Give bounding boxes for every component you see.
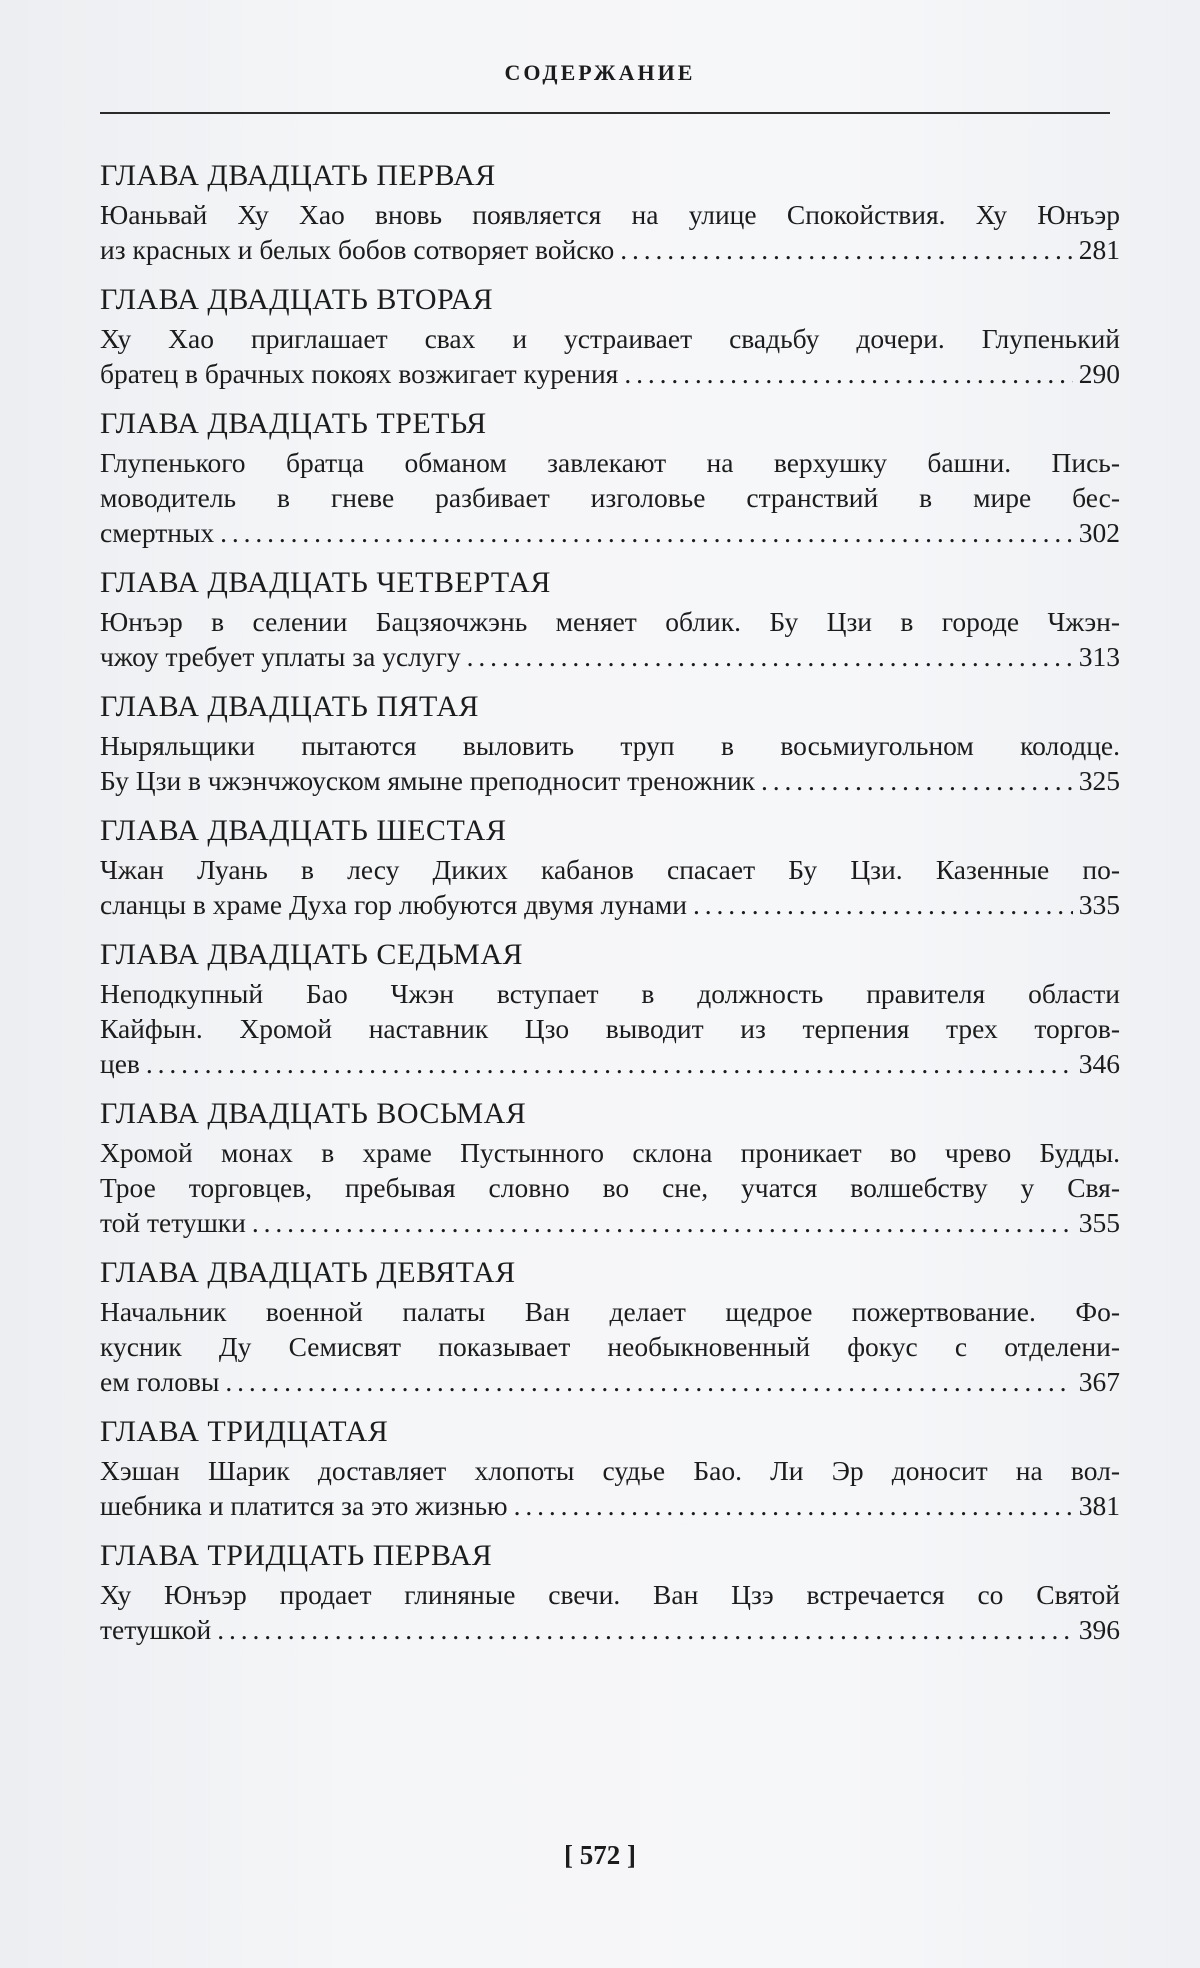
table-of-contents: [100, 155, 1120, 1659]
leader-dots: [624, 356, 1072, 391]
leader-dots: [467, 639, 1073, 674]
summary-tail-text: цев: [100, 1048, 140, 1079]
chapter-title: ГЛАВА ТРИДЦАТЬ ПЕРВАЯ: [100, 1539, 493, 1572]
chapter-title: ГЛАВА ТРИДЦАТАЯ: [100, 1415, 389, 1448]
chapter-summary: [100, 852, 1120, 922]
toc-entry[interactable]: [100, 1093, 1120, 1240]
chapter-title: ГЛАВА ДВАДЦАТЬ ШЕСТАЯ: [100, 814, 507, 847]
summary-last-line: [100, 1205, 1120, 1240]
toc-page-number[interactable]: 346: [1078, 1048, 1120, 1079]
leader-dots: [761, 763, 1073, 798]
summary-line: кусник Ду Семисвят показывает необыкновенный фокус с отделени-: [100, 1331, 1120, 1362]
chapter-summary: [100, 1453, 1120, 1523]
summary-tail-text: шебника и платится за это жизнью: [100, 1490, 508, 1521]
chapter-title: ГЛАВА ДВАДЦАТЬ ВТОРАЯ: [100, 283, 494, 316]
summary-last-line: [100, 763, 1120, 798]
chapter-title: ГЛАВА ДВАДЦАТЬ ВОСЬМАЯ: [100, 1097, 527, 1130]
summary-last-line: [100, 639, 1120, 674]
leader-dots: [220, 515, 1073, 550]
toc-entry[interactable]: [100, 1411, 1120, 1523]
summary-line: Юнъэр в селении Бацзяочжэнь меняет облик. Бу Цзи в городе Чжэн-: [100, 606, 1120, 637]
summary-tail-text: Бу Цзи в чжэнчжоуском ямыне преподносит треножник: [100, 765, 756, 796]
chapter-summary: [100, 1294, 1120, 1399]
summary-tail-text: чжоу требует уплаты за услугу: [100, 641, 461, 672]
toc-page-number[interactable]: 290: [1078, 358, 1120, 389]
chapter-summary: [100, 604, 1120, 674]
chapter-summary: [100, 197, 1120, 267]
summary-line: моводитель в гневе разбивает изголовье странствий в мире бес-: [100, 482, 1120, 513]
toc-entry[interactable]: [100, 1535, 1120, 1647]
toc-entry[interactable]: [100, 155, 1120, 267]
chapter-summary: [100, 321, 1120, 391]
chapter-title: ГЛАВА ДВАДЦАТЬ ДЕВЯТАЯ: [100, 1256, 516, 1289]
summary-last-line: [100, 356, 1120, 391]
toc-entry[interactable]: [100, 403, 1120, 550]
leader-dots: [225, 1364, 1072, 1399]
summary-line: Ху Хао приглашает свах и устраивает свадьбу дочери. Глупенький: [100, 323, 1120, 354]
toc-page-number[interactable]: 313: [1078, 641, 1120, 672]
summary-line: Трое торговцев, пребывая словно во сне, учатся волшебству у Свя-: [100, 1172, 1120, 1203]
toc-page-number[interactable]: 325: [1078, 765, 1120, 796]
toc-page-number[interactable]: 302: [1078, 517, 1120, 548]
summary-last-line: [100, 887, 1120, 922]
summary-line: Хромой монах в храме Пустынного склона проникает во чрево Будды.: [100, 1137, 1120, 1168]
toc-page-number[interactable]: 355: [1078, 1207, 1120, 1238]
summary-tail-text: тетушкой: [100, 1614, 212, 1645]
summary-tail-text: той тетушки: [100, 1207, 246, 1238]
leader-dots: [217, 1612, 1073, 1647]
toc-entry[interactable]: [100, 686, 1120, 798]
summary-tail-text: сланцы в храме Духа гор любуются двумя лунами: [100, 889, 688, 920]
summary-tail-text: смертных: [100, 517, 215, 548]
leader-dots: [252, 1205, 1073, 1240]
toc-page-number[interactable]: 367: [1078, 1366, 1120, 1397]
toc-page-number[interactable]: 396: [1078, 1614, 1120, 1645]
summary-last-line: [100, 232, 1120, 267]
chapter-title: ГЛАВА ДВАДЦАТЬ ПЕРВАЯ: [100, 159, 496, 192]
leader-dots: [514, 1488, 1073, 1523]
summary-line: Ныряльщики пытаются выловить труп в восьмиугольном колодце.: [100, 730, 1120, 761]
chapter-title: ГЛАВА ДВАДЦАТЬ СЕДЬМАЯ: [100, 938, 524, 971]
summary-last-line: [100, 515, 1120, 550]
leader-dots: [620, 232, 1073, 267]
summary-last-line: [100, 1364, 1120, 1399]
toc-entry[interactable]: [100, 934, 1120, 1081]
toc-page-number[interactable]: 381: [1078, 1490, 1120, 1521]
summary-line: Ху Юнъэр продает глиняные свечи. Ван Цзэ встречается со Святой: [100, 1579, 1120, 1610]
summary-tail-text: из красных и белых бобов сотворяет войско: [100, 234, 615, 265]
toc-entry[interactable]: [100, 810, 1120, 922]
chapter-title: ГЛАВА ДВАДЦАТЬ ЧЕТВЕРТАЯ: [100, 566, 551, 599]
chapter-summary: [100, 445, 1120, 550]
chapter-title: ГЛАВА ДВАДЦАТЬ ТРЕТЬЯ: [100, 407, 487, 440]
toc-entry[interactable]: [100, 279, 1120, 391]
chapter-title: ГЛАВА ДВАДЦАТЬ ПЯТАЯ: [100, 690, 480, 723]
summary-tail-text: ем головы: [100, 1366, 220, 1397]
header-rule: [100, 112, 1110, 114]
leader-dots: [146, 1046, 1073, 1081]
summary-line: Глупенького братца обманом завлекают на верхушку башни. Пись-: [100, 447, 1120, 478]
summary-last-line: [100, 1488, 1120, 1523]
leader-dots: [693, 887, 1073, 922]
toc-page-number[interactable]: 281: [1078, 234, 1120, 265]
page-title: СОДЕРЖАНИЕ: [504, 60, 696, 85]
summary-last-line: [100, 1046, 1120, 1081]
chapter-summary: [100, 728, 1120, 798]
chapter-summary: [100, 1135, 1120, 1240]
summary-line: Хэшан Шарик доставляет хлопоты судье Бао. Ли Эр доносит на вол-: [100, 1455, 1120, 1486]
summary-last-line: [100, 1612, 1120, 1647]
toc-entry[interactable]: [100, 1252, 1120, 1399]
summary-line: Кайфын. Хромой наставник Цзо выводит из терпения трех торгов-: [100, 1013, 1120, 1044]
toc-entry[interactable]: [100, 562, 1120, 674]
chapter-summary: [100, 976, 1120, 1081]
summary-line: Чжан Луань в лесу Диких кабанов спасает Бу Цзи. Казенные по-: [100, 854, 1120, 885]
chapter-summary: [100, 1577, 1120, 1647]
page-number: [ 572 ]: [564, 1840, 636, 1870]
toc-page-number[interactable]: 335: [1078, 889, 1120, 920]
summary-line: Начальник военной палаты Ван делает щедрое пожертвование. Фо-: [100, 1296, 1120, 1327]
summary-line: Неподкупный Бао Чжэн вступает в должность правителя области: [100, 978, 1120, 1009]
summary-line: Юаньвай Ху Хао вновь появляется на улице Спокойствия. Ху Юнъэр: [100, 199, 1120, 230]
summary-tail-text: братец в брачных покоях возжигает курения: [100, 358, 619, 389]
